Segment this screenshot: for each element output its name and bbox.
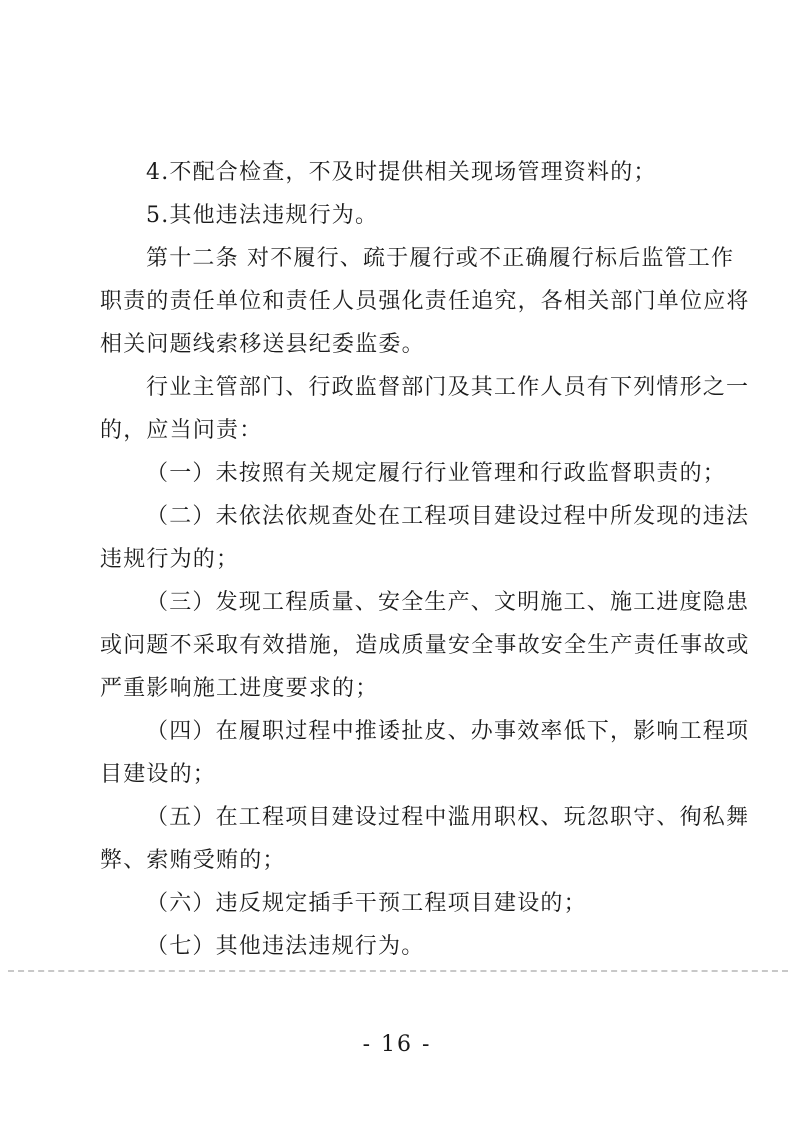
list-item: （七）其他违法违规行为。 [146,934,425,959]
text-line: 4.不配合检查，不及时提供相关现场管理资料的； [146,160,657,185]
text-line: 5.其他违法违规行为。 [146,203,379,228]
text-line: 的，应当问责： [100,418,263,443]
scan-divider-line [8,970,788,972]
list-item: （五）在工程项目建设过程中滥用职权、玩忽职守、徇私舞 [146,805,750,830]
article-heading-line: 第十二条 对不履行、疏于履行或不正确履行标后监管工作 [146,246,735,271]
list-item-continuation: 弊、索贿受贿的； [100,848,286,873]
list-item: （一）未按照有关规定履行行业管理和行政监督职责的； [146,461,727,486]
text-line: 相关问题线索移送县纪委监委。 [100,332,425,357]
list-item: （三）发现工程质量、安全生产、文明施工、施工进度隐患 [146,590,750,615]
list-item-continuation: 严重影响施工进度要求的； [100,676,379,701]
list-item-continuation: 或问题不采取有效措施，造成质量安全事故安全生产责任事故或 [100,633,750,658]
list-item: （二）未依法依规查处在工程项目建设过程中所发现的违法 [146,504,750,529]
list-item-continuation: 目建设的； [100,762,217,787]
list-item: （四）在履职过程中推诿扯皮、办事效率低下，影响工程项 [146,719,750,744]
list-item: （六）违反规定插手干预工程项目建设的； [146,891,587,916]
page-number: - 16 - [362,1032,432,1057]
text-line: 职责的责任单位和责任人员强化责任追究，各相关部门单位应将 [100,289,750,314]
text-line: 行业主管部门、行政监督部门及其工作人员有下列情形之一 [146,375,750,400]
list-item-continuation: 违规行为的； [100,547,240,572]
